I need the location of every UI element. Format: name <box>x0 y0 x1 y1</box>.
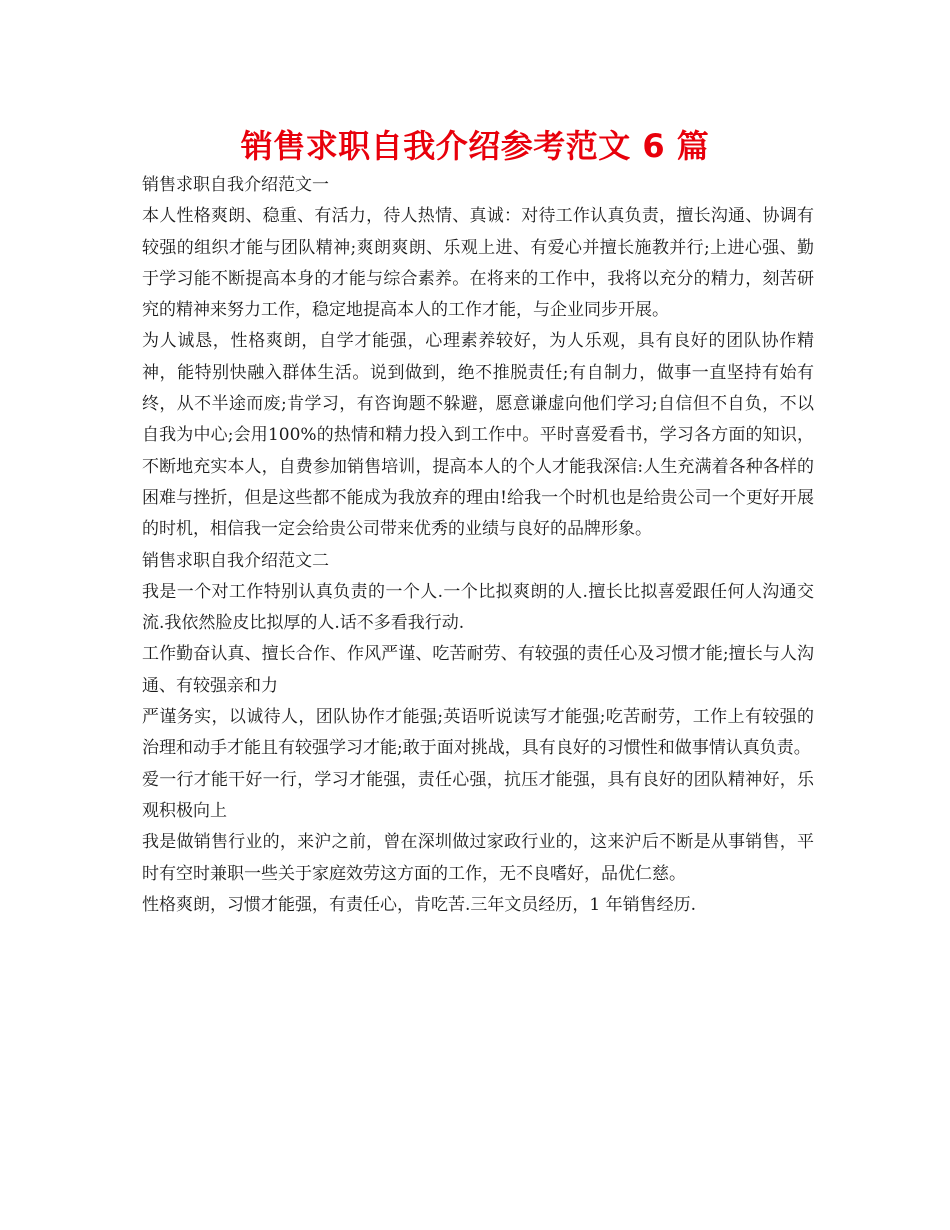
paragraph-6: 爱一行才能干好一行，学习才能强，责任心强，抗压才能强，具有良好的团队精神好，乐观积极向上 <box>142 769 814 821</box>
paragraph-3: 我是一个对工作特别认真负责的一个人.一个比拟爽朗的人.擅长比拟喜爱跟任何人沟通交流.我依然脸皮比拟厚的人.话不多看我行动. <box>142 581 814 634</box>
paragraph-7: 我是做销售行业的，来沪之前，曾在深圳做过家政行业的，这来沪后不断是从事销售，平时有空时兼职一些关于家庭效劳这方面的工作，无不良嗜好，品优仁慈。 <box>142 832 814 884</box>
document-body <box>142 170 814 921</box>
section-heading-2: 销售求职自我介绍范文二 <box>142 550 329 571</box>
paragraph-4: 工作勤奋认真、擅长合作、作风严谨、吃苦耐劳、有较强的责任心及习惯才能;擅长与人沟通、有较强亲和力 <box>142 644 814 696</box>
paragraph-1: 本人性格爽朗、稳重、有活力，待人热情、真诚：对待工作认真负责，擅长沟通、协调有较强的组织才能与团队精神;爽朗爽朗、乐观上进、有爱心并擅长施教并行;上进心强、勤于学习能不断提高本身的才能与综合素养。在将来的工作中，我将以充分的精力，刻苦研究的精神来努力工作，稳定地提高本人的工作才能，与企业同步开展。 <box>142 206 814 321</box>
section-heading-1: 销售求职自我介绍范文一 <box>142 175 329 195</box>
paragraph-5: 严谨务实，以诚待人，团队协作才能强;英语听说读写才能强;吃苦耐劳，工作上有较强的治理和动手才能且有较强学习才能;敢于面对挑战，具有良好的习惯性和做事情认真负责。 <box>142 707 814 759</box>
paragraph-8: 性格爽朗，习惯才能强，有责任心，肯吃苦.三年文员经历，1 年销售经历. <box>142 894 697 915</box>
page-title: 销售求职自我介绍参考范文 6 篇 <box>240 127 710 165</box>
paragraph-2: 为人诚恳，性格爽朗，自学才能强，心理素养较好，为人乐观，具有良好的团队协作精神，能特别快融入群体生活。说到做到，绝不推脱责任;有自制力，做事一直坚持有始有终，从不半途而废;肯学习，有咨询题不躲避，愿意谦虚向他们学习;自信但不自负，不以自我为中心;会用100%的热情和精力投入到工作中。平时喜爱看书，学习各方面的知识，不断地充实本人，自费参加销售培训，提高本人的个人才能我深信:人生充满着各种各样的困难与挫折，但是这些都不能成为我放弃的理由!给我一个时机也是给贵公司一个更好开展的时机，相信我一定会给贵公司带来优秀的业绩与良好的品牌形象。 <box>142 331 814 540</box>
